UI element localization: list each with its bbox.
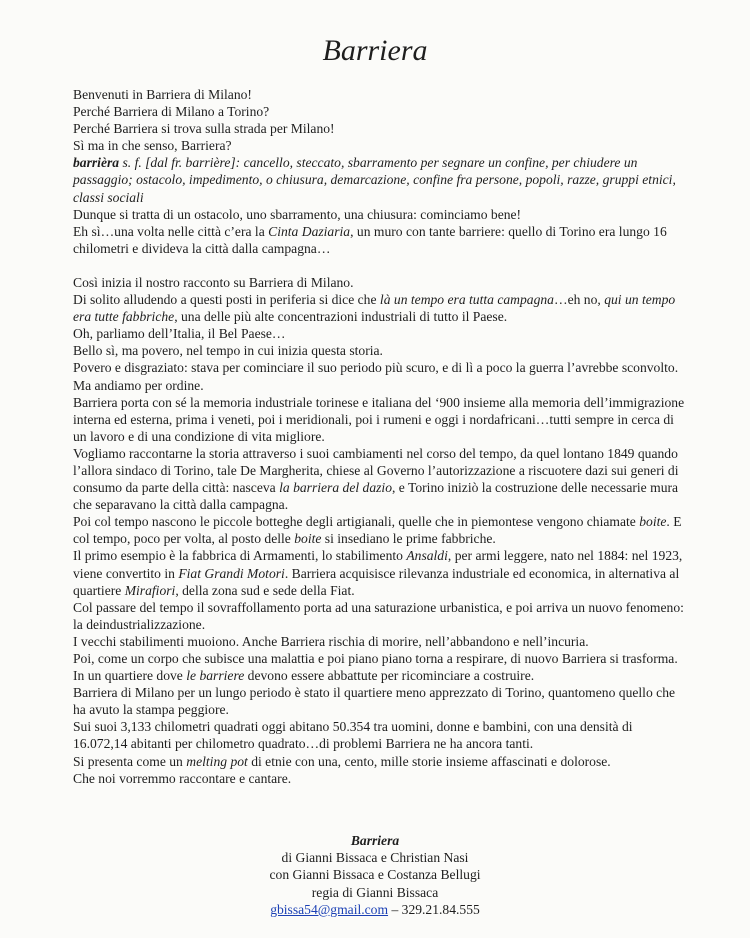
paragraph-col-passare: Col passare del tempo il sovraffollamento porta ad una saturazione urbanistica, e poi arriva un nuovo fenomeno: la deindustrializzazione. (73, 599, 684, 632)
paragraph-oh: Oh, parliamo dell’Italia, il Bel Paese… (73, 326, 286, 342)
credits (0, 832, 750, 918)
paragraph-cosi: Così inizia il nostro racconto su Barriera di Milano. (73, 274, 354, 290)
paragraph-ma: Ma andiamo per ordine. (73, 377, 204, 393)
paragraph-poi-come: Poi, come un corpo che subisce una malattia e poi piano piano torna a respirare, di nuovo Barriera si trasforma. In un quartiere dove le barriere devono essere abbattute per ricominciare a costruire. (73, 651, 678, 684)
paragraph-che: Che noi vorremmo raccontare e cantare. (73, 770, 292, 786)
paragraph-melting-pot: Si presenta come un melting pot di etnie con una, cento, mille storie insieme affascinati e dolorose. (73, 753, 611, 769)
body-text (73, 86, 685, 787)
paragraph-di-solito: Di solito alludendo a questi posti in periferia si dice che là un tempo era tutta campagna…eh no, qui un tempo era tutte fabbriche, una delle più alte concentrazioni industriali di tutto il Paese. (73, 292, 676, 325)
intro-line: Benvenuti in Barriera di Milano! (73, 87, 252, 102)
credits-contact (0, 901, 750, 918)
paragraph-bello: Bello sì, ma povero, nel tempo in cui inizia questa storia. (73, 343, 383, 359)
intro-line: Sì ma in che senso, Barriera? (73, 138, 232, 154)
paragraph-vogliamo: Vogliamo raccontarne la storia attraverso i suoi cambiamenti nel corso del tempo, da quel lontano 1849 quando l’allora sindaco di Torino, tale De Margherita, chiese al Governo l’autorizzazione a riscuotere dazi sui generi di consumo da parte della città: nasceva la barriera del dazio, e Torino iniziò la costruzione delle necessarie mura che separavano la città dalla campagna. (73, 445, 679, 513)
emphasis-cinta: Cinta Daziaria (268, 223, 351, 239)
paragraph-meno-apprezzato: Barriera di Milano per un lungo periodo è stato il quartiere meno apprezzato di Torino, quantomeno quello che ha avuto la stampa peggiore. (73, 685, 676, 718)
definition-term: barrièra (73, 155, 120, 171)
paragraph-povero: Povero e disgraziato: stava per cominciare il suo periodo più scuro, e di lì a poco la guerra l’avrebbe sconvolto. (73, 360, 679, 376)
paragraph-gap (73, 257, 685, 274)
paragraph-vecchi: I vecchi stabilimenti muoiono. Anche Barriera rischia di morire, nell’abbandono e nell’incuria. (73, 633, 589, 649)
paragraph-primo-esempio: Il primo esempio è la fabbrica di Armamenti, lo stabilimento Ansaldi, per armi leggere, nato nel 1884: nel 1923, viene convertito in Fiat Grandi Motori. Barriera acquisisce rilevanza industriale ed economica, in alternativa al quartiere Mirafiori, della zona sud e sede della Fiat. (73, 548, 683, 598)
credits-title: Barriera (350, 833, 400, 848)
paragraph-suoi: Sui suoi 3,133 chilometri quadrati oggi abitano 50.354 tra uomini, donne e bambini, con una densità di 16.072,14 abitanti per chilometro quadrato…di problemi Barriera ne ha ancora tanti. (73, 719, 633, 752)
credits-cast: con Gianni Bissaca e Costanza Bellugi (269, 867, 481, 883)
definition-paragraph (73, 154, 685, 205)
paragraph-botteghe: Poi col tempo nascono le piccole botteghe degli artigianali, quelle che in piemontese vengono chiamate boite. E col tempo, poco per volta, al posto delle boite si insediano le prime fabbriche. (73, 514, 682, 547)
phone-number: – 329.21.84.555 (388, 901, 480, 917)
credits-authors: di Gianni Bissaca e Christian Nasi (281, 850, 469, 866)
credits-director: regia di Gianni Bissaca (311, 884, 439, 900)
intro-line: Perché Barriera di Milano a Torino? (73, 104, 270, 120)
paragraph-barriera-porta: Barriera porta con sé la memoria industriale torinese e italiana del ‘900 insieme alla memoria dell’immigrazione interna ed esterna, prima i veneti, poi i meridionali, poi i rumeni e oggi i nordafricani…tutti sempre in cerca di un lavoro e di una condizione di vita migliore. (73, 394, 685, 444)
email-link[interactable]: gbissa54@gmail.com (270, 901, 389, 917)
page-title: Barriera (322, 34, 428, 67)
paragraph-dunque: Dunque si tratta di un ostacolo, uno sbarramento, una chiusura: cominciamo bene! (73, 206, 522, 222)
intro-line: Perché Barriera si trova sulla strada per Milano! (73, 121, 335, 137)
definition-text: s. f. [dal fr. barrière]: cancello, steccato, sbarramento per segnare un confine, per chiudere un passaggio; ostacolo, impedimento, o chiusura, demarcazione, confine fra persone, popoli, razze, gruppi etnici, classi sociali (73, 155, 676, 205)
paragraph-cinta: Eh sì…una volta nelle città c’era la Cinta Daziaria, un muro con tante barriere: quello di Torino era lungo 16 chilometri e divideva la città dalla campagna… (73, 223, 667, 256)
